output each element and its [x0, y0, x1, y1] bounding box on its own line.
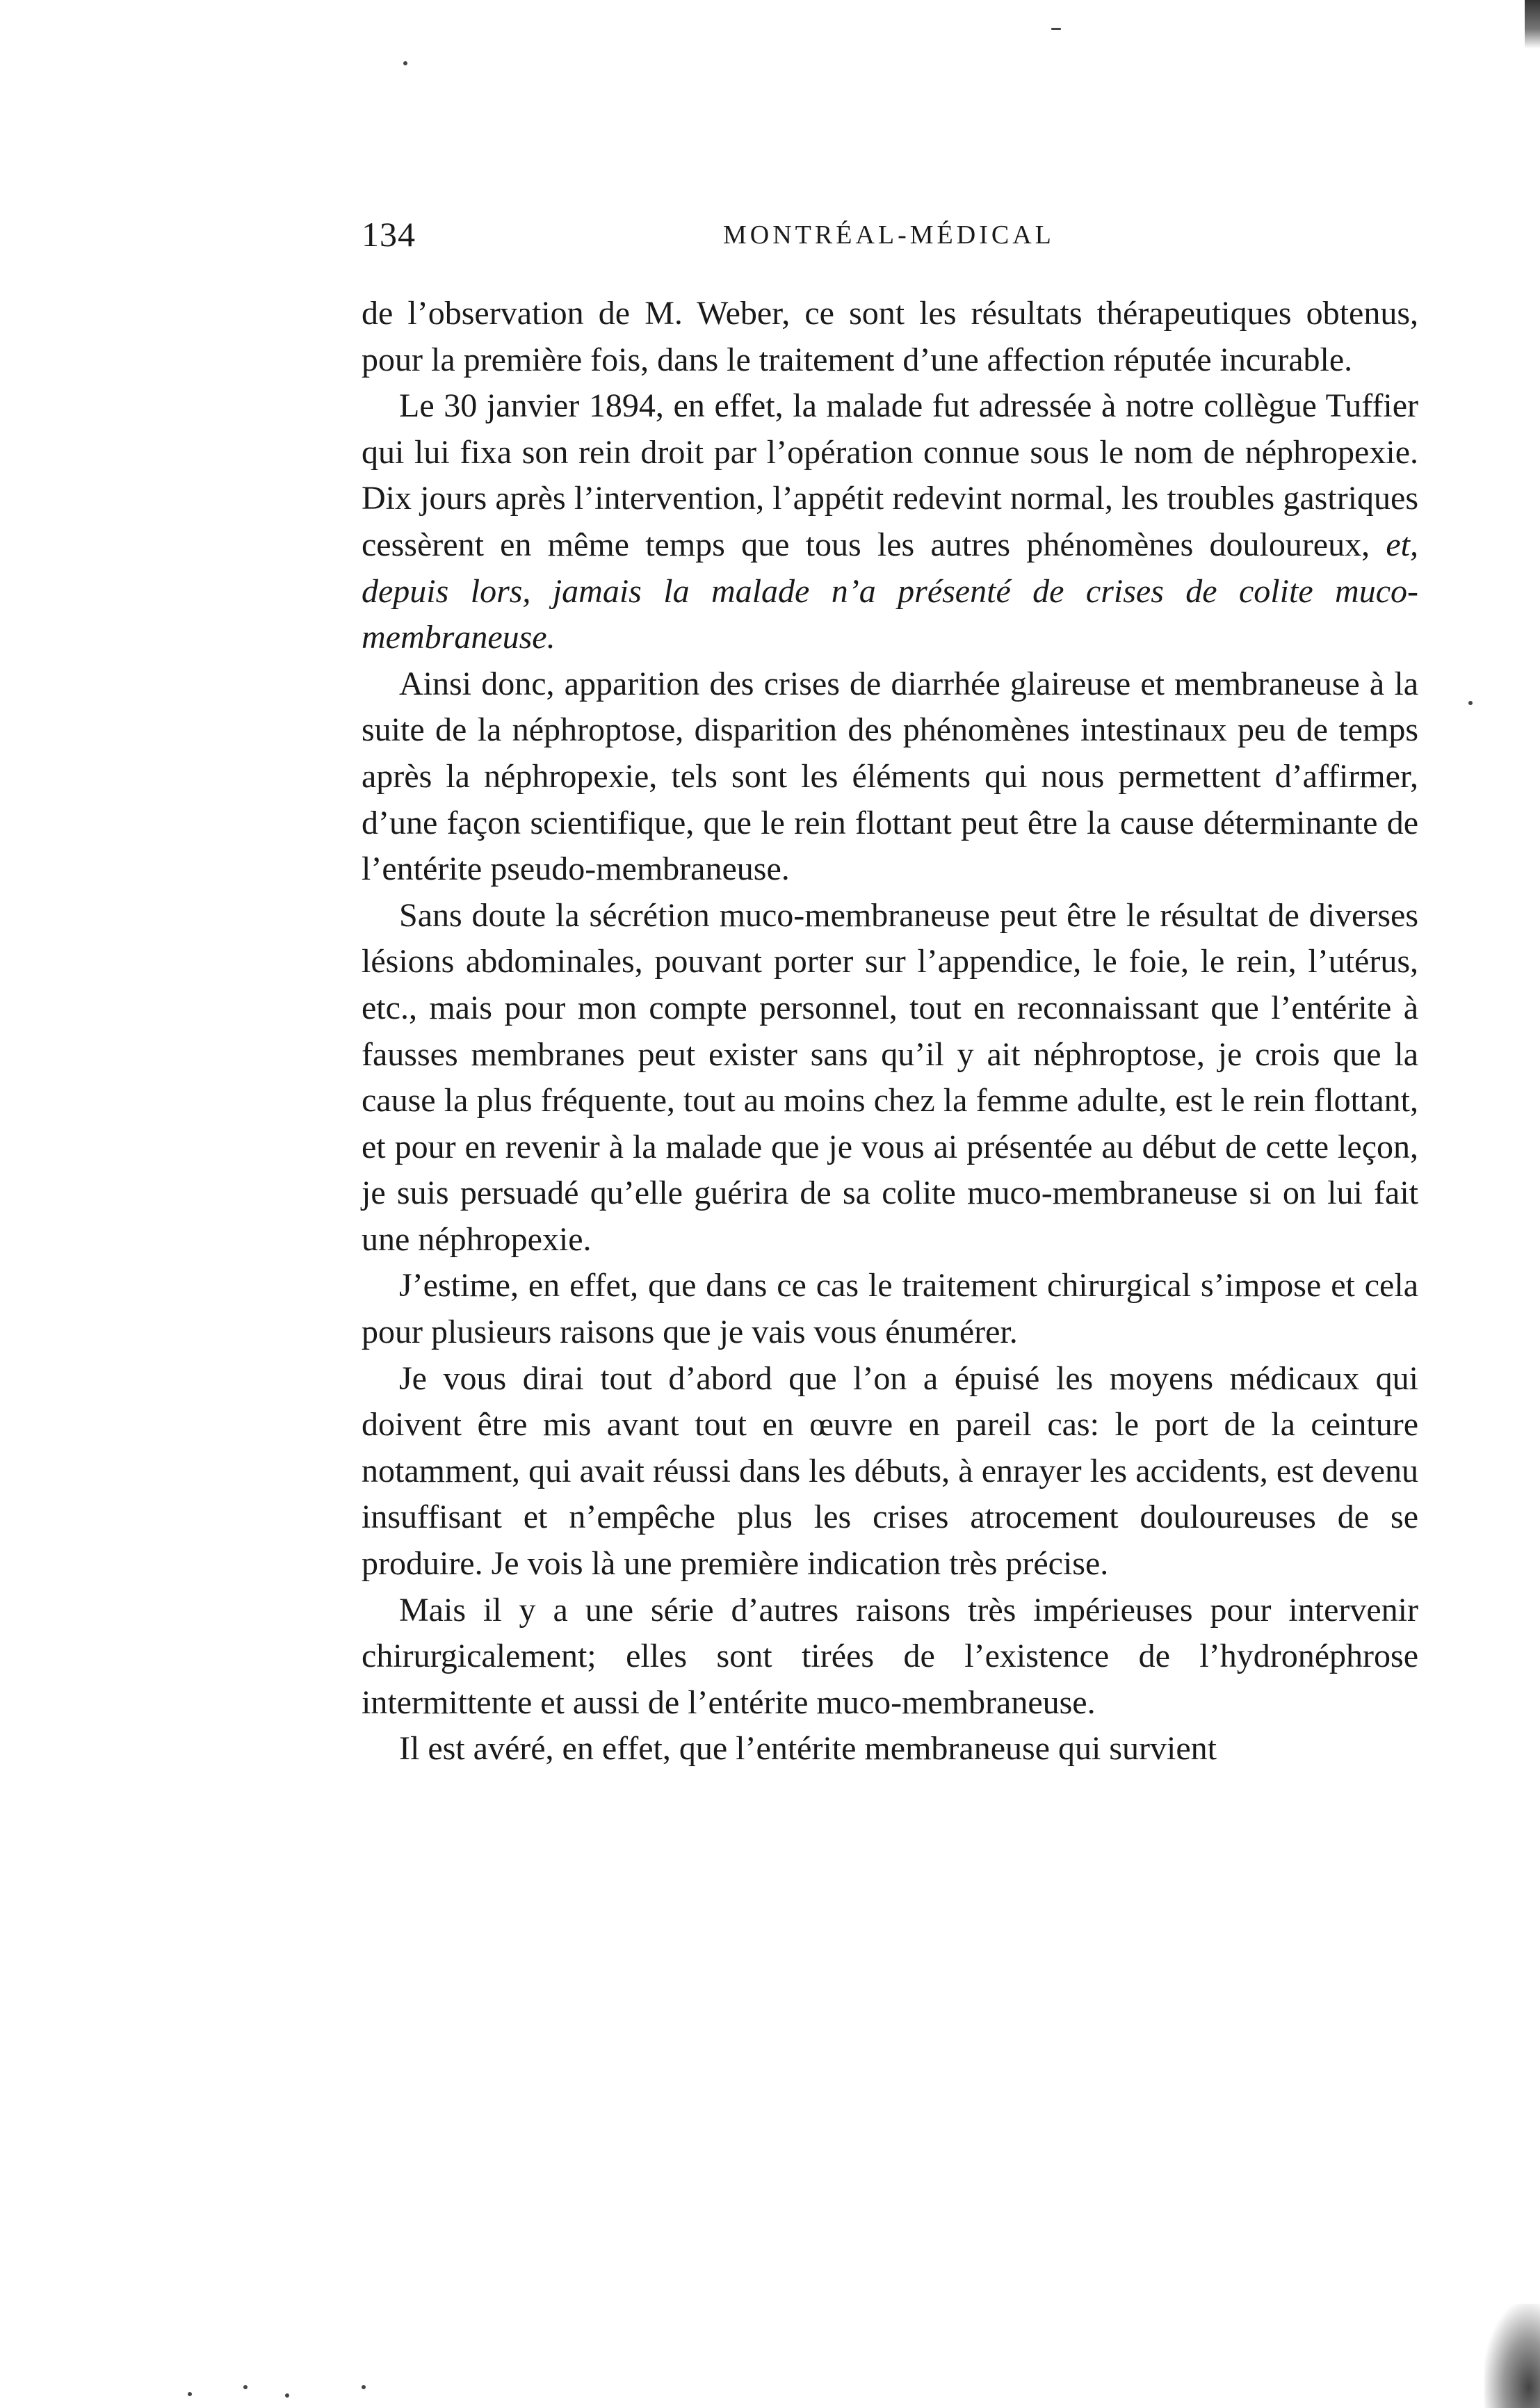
paragraph-text: Sans doute la sécrétion muco-membraneuse peut être le résultat de diverses lésions abdominales, pouvant porter sur l’appendice, le foie, le rein, l’utérus, etc., mais pour mon compte personnel, tout en reconnaissant que l’entérite à fausses membranes peut exister sans qu’il y ait néphroptose, je crois que la cause la plus fréquente, tout au moins chez la femme adulte, est le rein flottant, et pour en revenir à la malade que je vous ai présentée au début de cette leçon, je suis persuadé qu’elle guérira de sa colite muco-membraneuse si on lui fait une néphropexie.	[362, 896, 1418, 1258]
running-title: MONTRÉAL-MÉDICAL	[723, 220, 1055, 250]
paragraph-text: Il est avéré, en effet, que l’entérite membraneuse qui survient	[399, 1730, 1217, 1768]
paragraph	[362, 383, 1418, 661]
paragraph-text: Ainsi donc, apparition des crises de diarrhée glaireuse et membraneuse à la suite de la néphroptose, disparition des phénomènes intestinaux peu de temps après la néphropexie, tels sont les éléments qui nous permettent d’affirmer, d’une façon scientifique, que le rein flottant peut être la cause déterminante de l’entérite pseudo-membraneuse.	[362, 665, 1418, 888]
scan-edge-mark	[1525, 0, 1540, 49]
paragraph	[362, 661, 1418, 893]
scan-speck	[403, 61, 407, 65]
paragraph	[362, 1587, 1418, 1727]
paragraph	[362, 893, 1418, 1263]
paragraph	[362, 1726, 1418, 1772]
paragraph	[362, 291, 1418, 383]
scan-speck	[243, 2385, 248, 2389]
scan-corner-mark	[1484, 2304, 1540, 2408]
paragraph-text: J’estime, en effet, que dans ce cas le traitement chirurgical s’impose et cela pour plusieurs raisons que je vais vous énumérer.	[362, 1267, 1418, 1351]
paragraph-text: Je vous dirai tout d’abord que l’on a épuisé les moyens médicaux qui doivent être mis avant tout en œuvre en pareil cas: le port de la ceinture notamment, qui avait réussi dans les débuts, à enrayer les accidents, est devenu insuffisant et n’empêche plus les crises atrocement douloureuses de se produire. Je vois là une première indication très précise.	[362, 1359, 1418, 1583]
paragraph-italic-text: et, depuis lors, jamais la malade n’a présenté de crises de colite muco-membraneuse.	[362, 526, 1418, 656]
paragraph	[362, 1356, 1418, 1587]
page-header	[362, 214, 1397, 256]
scan-speck	[285, 2393, 289, 2398]
paragraph	[362, 1263, 1418, 1355]
paragraph-text: Mais il y a une série d’autres raisons très impérieuses pour intervenir chirurgicalement; elles sont tirées de l’existence de l’hydronéphrose intermittente et aussi de l’entérite muco-membraneuse.	[362, 1591, 1418, 1721]
scan-speck	[1468, 701, 1473, 705]
paragraph-text: Le 30 janvier 1894, en effet, la malade fut adressée à notre collègue Tuffier qui lui fixa son rein droit par l’opération connue sous le nom de néphropexie. Dix jours après l’intervention, l’appétit redevint normal, les troubles gastriques cessèrent en même temps que tous les autres phénomènes douloureux,	[362, 387, 1418, 563]
body-text	[362, 291, 1418, 1772]
scan-speck	[1051, 28, 1061, 30]
page-number: 134	[362, 215, 416, 254]
paragraph-text: de l’observation de M. Weber, ce sont les résultats thérapeutiques obtenus, pour la première fois, dans le traitement d’une affection réputée incurable.	[362, 295, 1418, 378]
scan-speck	[188, 2392, 192, 2396]
scan-speck	[362, 2385, 366, 2389]
